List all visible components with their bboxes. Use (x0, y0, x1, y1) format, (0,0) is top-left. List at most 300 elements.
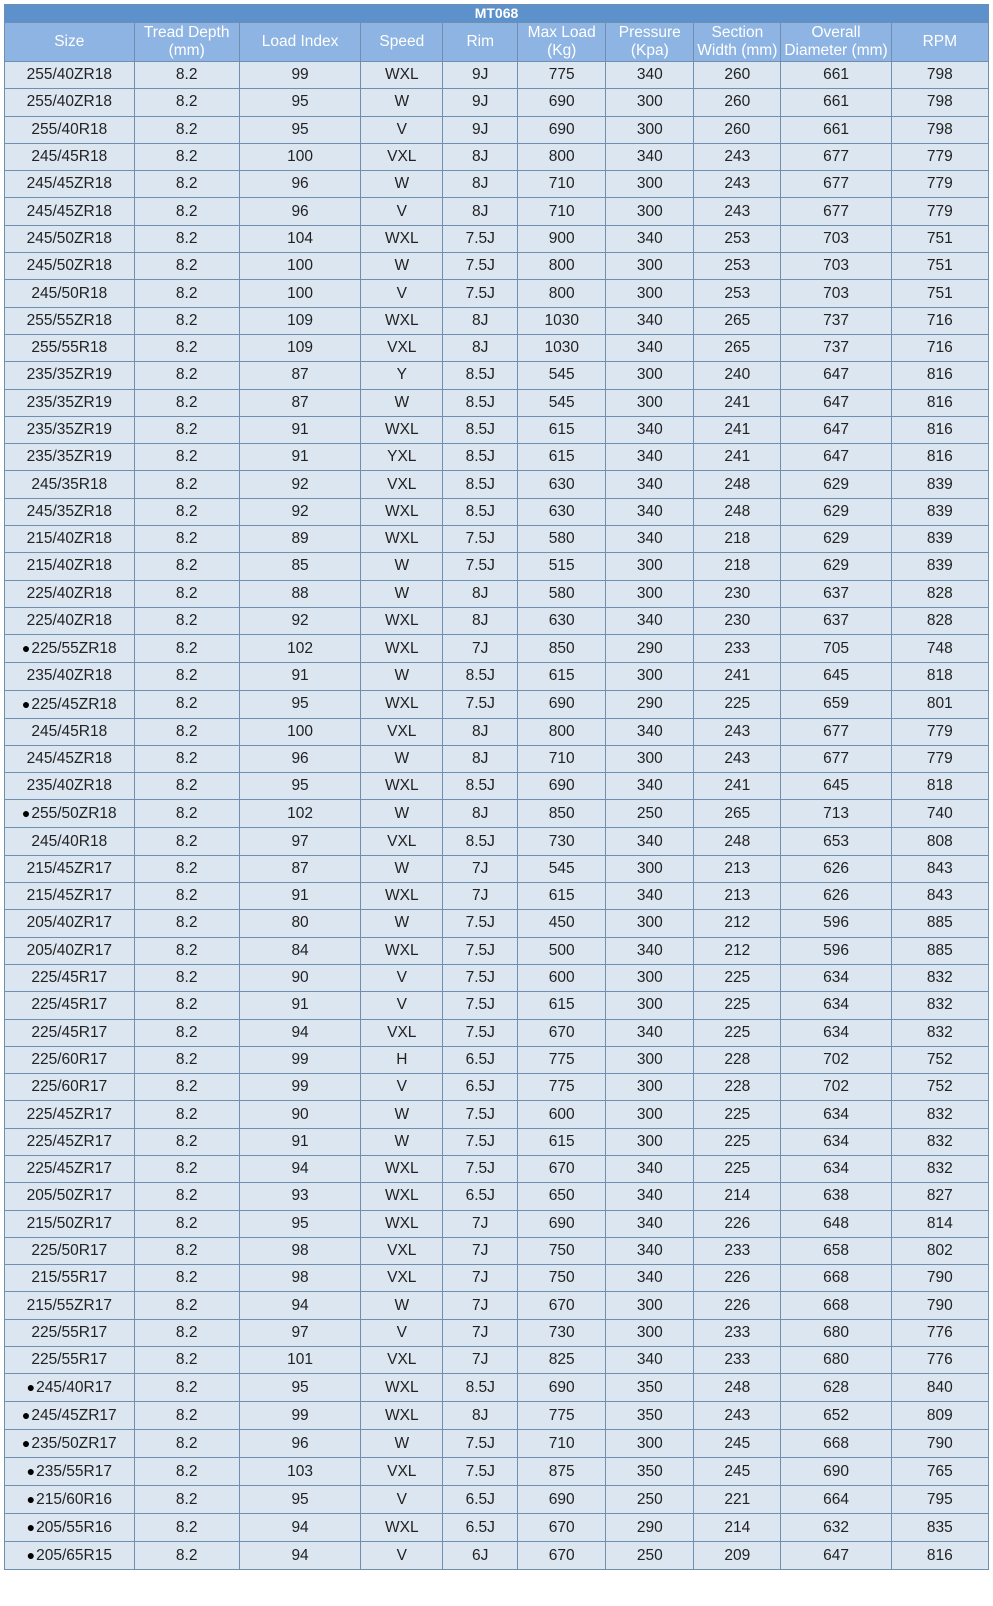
cell-max-load: 1030 (518, 334, 606, 361)
cell-pressure: 300 (606, 116, 694, 143)
cell-rpm: 779 (891, 718, 988, 745)
cell-speed: W (361, 745, 443, 772)
table-row (5, 1074, 989, 1101)
cell-overall-diameter: 713 (781, 800, 891, 828)
cell-load-index: 96 (239, 1430, 360, 1458)
cell-tread-depth: 8.2 (134, 171, 239, 198)
cell-rpm: 816 (891, 416, 988, 443)
table-row (5, 745, 989, 772)
cell-tread-depth: 8.2 (134, 1542, 239, 1570)
cell-rim: 9J (443, 116, 518, 143)
cell-max-load: 545 (518, 855, 606, 882)
cell-load-index: 87 (239, 362, 360, 389)
cell-rpm: 816 (891, 389, 988, 416)
cell-size: 245/40R18 (5, 828, 135, 855)
cell-section-width: 225 (694, 964, 781, 991)
table-row (5, 1155, 989, 1182)
cell-max-load: 775 (518, 1402, 606, 1430)
cell-rim: 7J (443, 883, 518, 910)
cell-rpm: 816 (891, 444, 988, 471)
cell-rim: 8.5J (443, 663, 518, 690)
cell-size: 255/40ZR18 (5, 89, 135, 116)
cell-load-index: 100 (239, 143, 360, 170)
cell-pressure: 340 (606, 828, 694, 855)
cell-rim: 7.5J (443, 553, 518, 580)
cell-section-width: 233 (694, 1319, 781, 1346)
cell-rim: 7.5J (443, 280, 518, 307)
cell-size: 225/45ZR17 (5, 1101, 135, 1128)
cell-rim: 8.5J (443, 1374, 518, 1402)
cell-tread-depth: 8.2 (134, 362, 239, 389)
cell-rpm: 839 (891, 498, 988, 525)
cell-load-index: 80 (239, 910, 360, 937)
cell-rpm: 790 (891, 1430, 988, 1458)
size-text: 245/45ZR17 (31, 1407, 117, 1425)
cell-tread-depth: 8.2 (134, 498, 239, 525)
cell-overall-diameter: 668 (781, 1430, 891, 1458)
cell-rim: 8.5J (443, 389, 518, 416)
cell-rpm: 828 (891, 607, 988, 634)
cell-overall-diameter: 658 (781, 1237, 891, 1264)
cell-rim: 8.5J (443, 444, 518, 471)
cell-max-load: 545 (518, 389, 606, 416)
cell-load-index: 95 (239, 1210, 360, 1237)
cell-load-index: 98 (239, 1237, 360, 1264)
cell-speed: V (361, 1319, 443, 1346)
cell-section-width: 212 (694, 910, 781, 937)
cell-load-index: 94 (239, 1542, 360, 1570)
cell-speed: Y (361, 362, 443, 389)
cell-rim: 8.5J (443, 498, 518, 525)
cell-pressure: 250 (606, 1542, 694, 1570)
cell-rim: 6.5J (443, 1183, 518, 1210)
cell-load-index: 102 (239, 635, 360, 663)
cell-overall-diameter: 634 (781, 1101, 891, 1128)
size-text: 205/65R15 (36, 1547, 112, 1565)
cell-section-width: 253 (694, 225, 781, 252)
cell-overall-diameter: 647 (781, 389, 891, 416)
cell-section-width: 248 (694, 471, 781, 498)
cell-max-load: 630 (518, 498, 606, 525)
cell-rim: 8J (443, 580, 518, 607)
cell-rim: 8J (443, 745, 518, 772)
cell-rpm: 776 (891, 1319, 988, 1346)
cell-section-width: 209 (694, 1542, 781, 1570)
cell-rim: 7J (443, 1347, 518, 1374)
cell-pressure: 340 (606, 1265, 694, 1292)
table-row (5, 1046, 989, 1073)
cell-tread-depth: 8.2 (134, 1237, 239, 1264)
cell-load-index: 96 (239, 745, 360, 772)
cell-overall-diameter: 648 (781, 1210, 891, 1237)
cell-overall-diameter: 661 (781, 89, 891, 116)
cell-load-index: 100 (239, 718, 360, 745)
cell-pressure: 290 (606, 1514, 694, 1542)
cell-tread-depth: 8.2 (134, 143, 239, 170)
cell-pressure: 340 (606, 1155, 694, 1182)
cell-size: 205/40ZR17 (5, 937, 135, 964)
cell-section-width: 241 (694, 444, 781, 471)
cell-rpm: 827 (891, 1183, 988, 1210)
cell-max-load: 500 (518, 937, 606, 964)
cell-rim: 7.5J (443, 1019, 518, 1046)
cell-overall-diameter: 677 (781, 745, 891, 772)
table-row (5, 607, 989, 634)
cell-load-index: 89 (239, 526, 360, 553)
cell-rim: 7J (443, 1210, 518, 1237)
cell-tread-depth: 8.2 (134, 690, 239, 718)
cell-size (5, 1514, 135, 1542)
cell-section-width: 248 (694, 828, 781, 855)
cell-load-index: 95 (239, 116, 360, 143)
cell-rpm: 843 (891, 883, 988, 910)
cell-pressure: 340 (606, 416, 694, 443)
cell-max-load: 670 (518, 1542, 606, 1570)
table-row (5, 498, 989, 525)
cell-pressure: 300 (606, 1074, 694, 1101)
cell-tread-depth: 8.2 (134, 1210, 239, 1237)
cell-load-index: 90 (239, 1101, 360, 1128)
cell-rpm: 828 (891, 580, 988, 607)
cell-section-width: 260 (694, 89, 781, 116)
cell-speed: V (361, 1074, 443, 1101)
cell-rpm: 840 (891, 1374, 988, 1402)
cell-tread-depth: 8.2 (134, 1292, 239, 1319)
cell-pressure: 340 (606, 307, 694, 334)
cell-section-width: 233 (694, 635, 781, 663)
cell-max-load: 850 (518, 800, 606, 828)
cell-rim: 7J (443, 1237, 518, 1264)
cell-speed: VXL (361, 1458, 443, 1486)
cell-load-index: 91 (239, 1128, 360, 1155)
cell-overall-diameter: 652 (781, 1402, 891, 1430)
cell-max-load: 670 (518, 1514, 606, 1542)
cell-rim: 8.5J (443, 471, 518, 498)
bullet-marker-icon: ● (21, 1407, 31, 1424)
cell-speed: VXL (361, 143, 443, 170)
cell-pressure: 300 (606, 1430, 694, 1458)
table-row (5, 992, 989, 1019)
cell-size: 215/55ZR17 (5, 1292, 135, 1319)
cell-rim: 8.5J (443, 362, 518, 389)
cell-rpm: 752 (891, 1046, 988, 1073)
cell-speed: VXL (361, 718, 443, 745)
cell-pressure: 300 (606, 253, 694, 280)
cell-speed: VXL (361, 471, 443, 498)
cell-section-width: 265 (694, 334, 781, 361)
table-row (5, 253, 989, 280)
cell-max-load: 800 (518, 253, 606, 280)
cell-tread-depth: 8.2 (134, 937, 239, 964)
cell-section-width: 243 (694, 718, 781, 745)
size-text: 255/50ZR18 (31, 805, 117, 823)
cell-size (5, 1542, 135, 1570)
cell-overall-diameter: 637 (781, 580, 891, 607)
cell-max-load: 690 (518, 1486, 606, 1514)
header-load-index: Load Index (239, 23, 360, 62)
cell-max-load: 710 (518, 198, 606, 225)
table-body (5, 62, 989, 1570)
cell-rpm: 839 (891, 553, 988, 580)
cell-max-load: 690 (518, 89, 606, 116)
cell-pressure: 300 (606, 362, 694, 389)
cell-overall-diameter: 653 (781, 828, 891, 855)
table-row (5, 663, 989, 690)
cell-size: 225/45R17 (5, 964, 135, 991)
cell-tread-depth: 8.2 (134, 773, 239, 800)
cell-speed: WXL (361, 635, 443, 663)
cell-load-index: 103 (239, 1458, 360, 1486)
cell-overall-diameter: 629 (781, 498, 891, 525)
cell-rim: 7.5J (443, 964, 518, 991)
cell-size: 225/45R17 (5, 1019, 135, 1046)
cell-overall-diameter: 677 (781, 198, 891, 225)
table-row (5, 1319, 989, 1346)
cell-size: 245/45ZR18 (5, 745, 135, 772)
cell-size: 255/40ZR18 (5, 62, 135, 89)
cell-size: 245/45R18 (5, 718, 135, 745)
cell-rim: 8J (443, 1402, 518, 1430)
cell-rpm: 776 (891, 1347, 988, 1374)
cell-speed: W (361, 89, 443, 116)
table-row (5, 1402, 989, 1430)
cell-tread-depth: 8.2 (134, 1183, 239, 1210)
cell-pressure: 340 (606, 1210, 694, 1237)
cell-tread-depth: 8.2 (134, 307, 239, 334)
cell-section-width: 243 (694, 745, 781, 772)
table-row (5, 1514, 989, 1542)
cell-size: 215/45ZR17 (5, 855, 135, 882)
cell-section-width: 214 (694, 1183, 781, 1210)
cell-section-width: 245 (694, 1430, 781, 1458)
cell-load-index: 95 (239, 1486, 360, 1514)
cell-overall-diameter: 638 (781, 1183, 891, 1210)
cell-load-index: 94 (239, 1292, 360, 1319)
cell-max-load: 750 (518, 1265, 606, 1292)
cell-speed: WXL (361, 1155, 443, 1182)
cell-overall-diameter: 680 (781, 1347, 891, 1374)
cell-speed: W (361, 855, 443, 882)
cell-speed: W (361, 1128, 443, 1155)
cell-section-width: 221 (694, 1486, 781, 1514)
table-row (5, 1128, 989, 1155)
cell-size: 235/35ZR19 (5, 362, 135, 389)
cell-size: 225/40ZR18 (5, 580, 135, 607)
table-row (5, 171, 989, 198)
cell-load-index: 95 (239, 773, 360, 800)
cell-section-width: 218 (694, 526, 781, 553)
cell-max-load: 615 (518, 992, 606, 1019)
cell-pressure: 340 (606, 62, 694, 89)
cell-section-width: 260 (694, 116, 781, 143)
cell-overall-diameter: 702 (781, 1074, 891, 1101)
cell-rim: 7J (443, 855, 518, 882)
cell-pressure: 300 (606, 992, 694, 1019)
cell-speed: WXL (361, 1210, 443, 1237)
cell-section-width: 228 (694, 1074, 781, 1101)
cell-pressure: 250 (606, 800, 694, 828)
cell-load-index: 91 (239, 992, 360, 1019)
cell-load-index: 99 (239, 1074, 360, 1101)
cell-size: 215/55R17 (5, 1265, 135, 1292)
cell-load-index: 109 (239, 334, 360, 361)
cell-speed: WXL (361, 690, 443, 718)
cell-max-load: 710 (518, 1430, 606, 1458)
cell-speed: VXL (361, 1019, 443, 1046)
cell-max-load: 800 (518, 718, 606, 745)
cell-rim: 7J (443, 1292, 518, 1319)
cell-max-load: 875 (518, 1458, 606, 1486)
cell-section-width: 225 (694, 690, 781, 718)
table-row (5, 635, 989, 663)
cell-load-index: 97 (239, 828, 360, 855)
bullet-marker-icon: ● (26, 1491, 36, 1508)
cell-rim: 8.5J (443, 828, 518, 855)
cell-max-load: 615 (518, 444, 606, 471)
cell-tread-depth: 8.2 (134, 1101, 239, 1128)
cell-load-index: 98 (239, 1265, 360, 1292)
bullet-marker-icon: ● (26, 1519, 36, 1536)
cell-pressure: 300 (606, 663, 694, 690)
cell-tread-depth: 8.2 (134, 1458, 239, 1486)
cell-tread-depth: 8.2 (134, 1347, 239, 1374)
cell-pressure: 300 (606, 89, 694, 116)
cell-load-index: 95 (239, 89, 360, 116)
cell-max-load: 775 (518, 1046, 606, 1073)
table-row (5, 1542, 989, 1570)
cell-max-load: 690 (518, 116, 606, 143)
cell-tread-depth: 8.2 (134, 635, 239, 663)
cell-rpm: 798 (891, 116, 988, 143)
cell-overall-diameter: 737 (781, 334, 891, 361)
cell-max-load: 670 (518, 1292, 606, 1319)
cell-overall-diameter: 596 (781, 937, 891, 964)
cell-tread-depth: 8.2 (134, 1514, 239, 1542)
cell-speed: V (361, 116, 443, 143)
cell-section-width: 218 (694, 553, 781, 580)
cell-size: 235/35ZR19 (5, 416, 135, 443)
size-text: 235/50ZR17 (31, 1435, 117, 1453)
cell-section-width: 226 (694, 1265, 781, 1292)
cell-rim: 6J (443, 1542, 518, 1570)
cell-load-index: 90 (239, 964, 360, 991)
cell-section-width: 225 (694, 1128, 781, 1155)
cell-load-index: 84 (239, 937, 360, 964)
cell-rpm: 832 (891, 1128, 988, 1155)
cell-overall-diameter: 690 (781, 1458, 891, 1486)
table-row (5, 910, 989, 937)
size-text: 245/40R17 (36, 1379, 112, 1397)
cell-max-load: 850 (518, 635, 606, 663)
cell-section-width: 213 (694, 855, 781, 882)
cell-tread-depth: 8.2 (134, 1128, 239, 1155)
cell-pressure: 300 (606, 1128, 694, 1155)
cell-max-load: 650 (518, 1183, 606, 1210)
cell-rim: 7.5J (443, 1101, 518, 1128)
cell-max-load: 615 (518, 1128, 606, 1155)
header-rpm: RPM (891, 23, 988, 62)
cell-rpm: 832 (891, 992, 988, 1019)
cell-pressure: 340 (606, 444, 694, 471)
spec-table-container (4, 4, 989, 1570)
cell-rim: 7J (443, 1265, 518, 1292)
cell-tread-depth: 8.2 (134, 225, 239, 252)
cell-section-width: 241 (694, 663, 781, 690)
cell-overall-diameter: 647 (781, 1542, 891, 1570)
cell-tread-depth: 8.2 (134, 89, 239, 116)
table-row (5, 964, 989, 991)
cell-overall-diameter: 737 (781, 307, 891, 334)
cell-overall-diameter: 629 (781, 526, 891, 553)
cell-rpm: 816 (891, 362, 988, 389)
cell-overall-diameter: 677 (781, 143, 891, 170)
size-text: 225/55ZR18 (31, 640, 117, 658)
cell-load-index: 92 (239, 471, 360, 498)
cell-section-width: 228 (694, 1046, 781, 1073)
cell-pressure: 340 (606, 607, 694, 634)
cell-max-load: 630 (518, 607, 606, 634)
table-row (5, 362, 989, 389)
cell-size: 235/40ZR18 (5, 663, 135, 690)
cell-max-load: 580 (518, 580, 606, 607)
cell-pressure: 340 (606, 143, 694, 170)
cell-section-width: 225 (694, 992, 781, 1019)
cell-size: 245/50R18 (5, 280, 135, 307)
cell-overall-diameter: 647 (781, 362, 891, 389)
cell-max-load: 600 (518, 964, 606, 991)
cell-tread-depth: 8.2 (134, 1374, 239, 1402)
cell-rpm: 839 (891, 471, 988, 498)
cell-rim: 8.5J (443, 773, 518, 800)
cell-overall-diameter: 626 (781, 883, 891, 910)
cell-overall-diameter: 634 (781, 964, 891, 991)
cell-speed: V (361, 198, 443, 225)
cell-size: 215/45ZR17 (5, 883, 135, 910)
cell-max-load: 690 (518, 1374, 606, 1402)
cell-section-width: 240 (694, 362, 781, 389)
cell-speed: W (361, 171, 443, 198)
cell-rpm: 832 (891, 1101, 988, 1128)
cell-rpm: 839 (891, 526, 988, 553)
cell-size: 215/40ZR18 (5, 526, 135, 553)
cell-size (5, 1402, 135, 1430)
cell-pressure: 340 (606, 526, 694, 553)
table-row (5, 1183, 989, 1210)
table-row (5, 828, 989, 855)
cell-rpm: 779 (891, 143, 988, 170)
cell-tread-depth: 8.2 (134, 1319, 239, 1346)
cell-rim: 7.5J (443, 910, 518, 937)
cell-overall-diameter: 645 (781, 773, 891, 800)
table-row (5, 1430, 989, 1458)
cell-load-index: 99 (239, 1402, 360, 1430)
cell-rim: 8J (443, 171, 518, 198)
cell-section-width: 226 (694, 1292, 781, 1319)
cell-speed: W (361, 389, 443, 416)
cell-tread-depth: 8.2 (134, 253, 239, 280)
cell-rpm: 716 (891, 334, 988, 361)
cell-section-width: 225 (694, 1101, 781, 1128)
cell-rim: 8J (443, 334, 518, 361)
cell-max-load: 615 (518, 883, 606, 910)
cell-section-width: 243 (694, 143, 781, 170)
table-row (5, 416, 989, 443)
cell-rim: 7.5J (443, 690, 518, 718)
cell-section-width: 212 (694, 937, 781, 964)
cell-overall-diameter: 632 (781, 1514, 891, 1542)
cell-tread-depth: 8.2 (134, 444, 239, 471)
cell-rpm: 814 (891, 1210, 988, 1237)
